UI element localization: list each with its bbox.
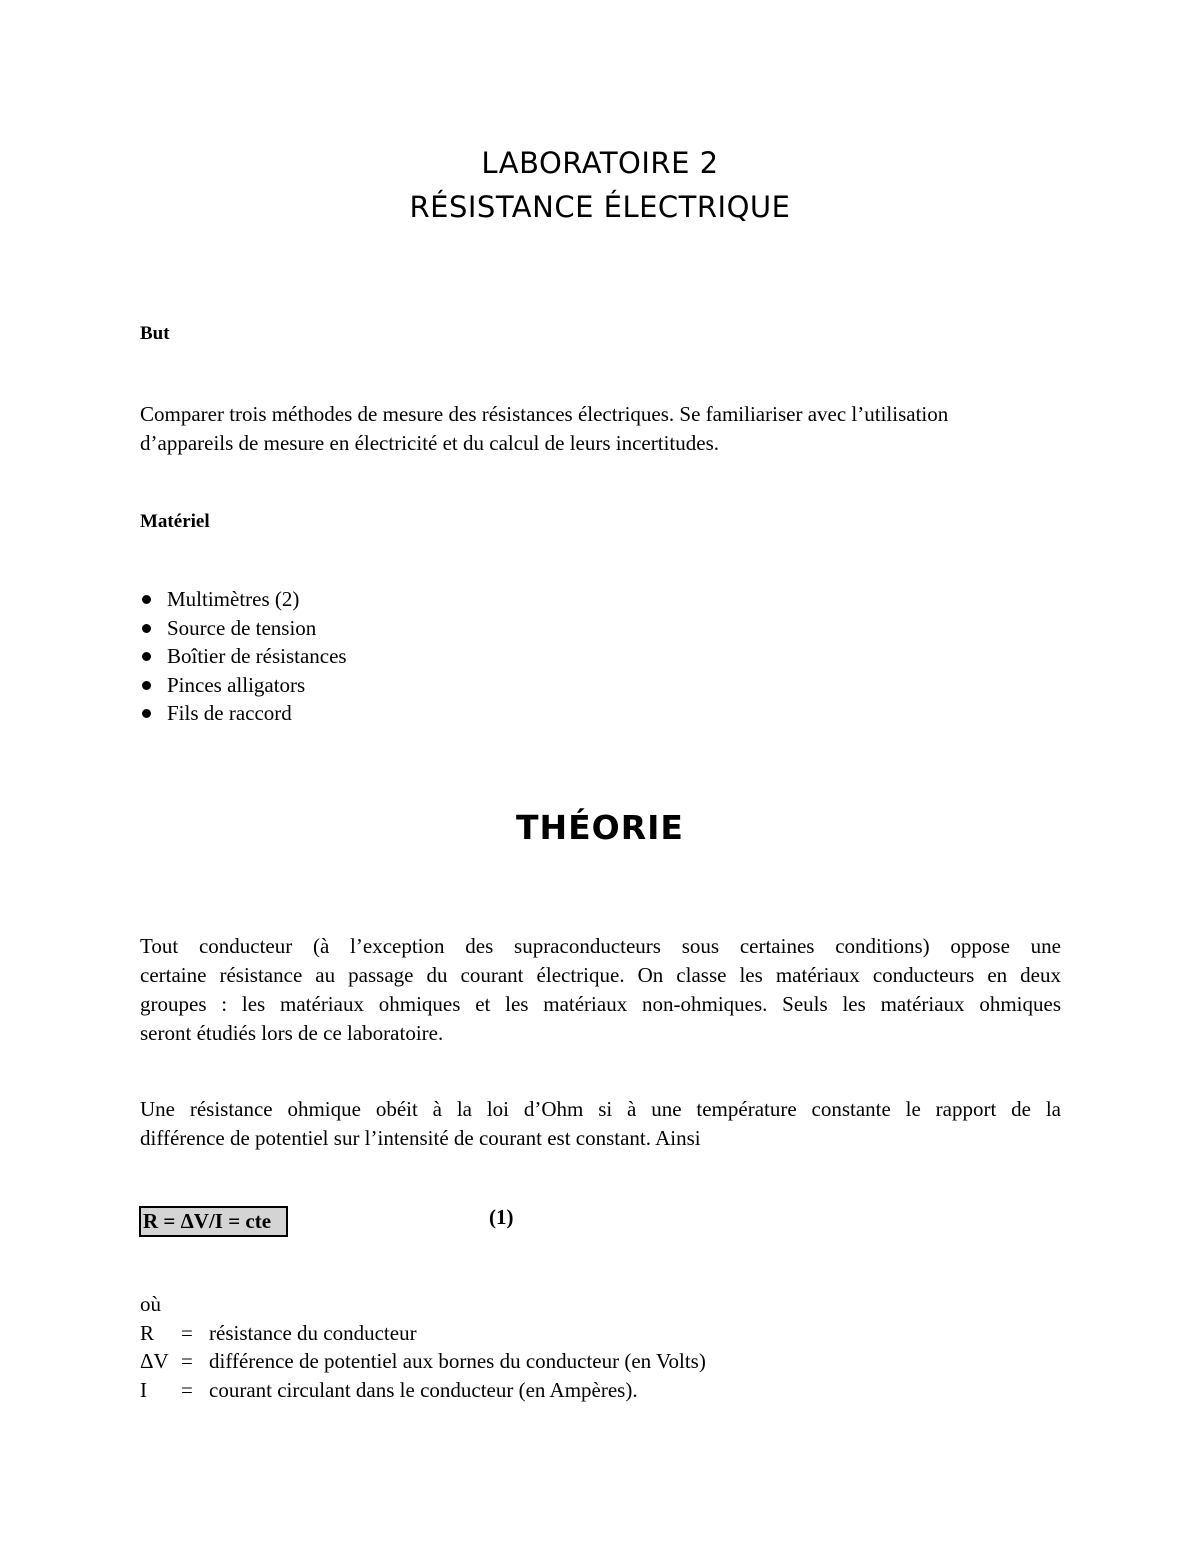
materiel-list: [140, 585, 347, 728]
materiel-heading: Matériel: [140, 511, 210, 532]
legend-symbol: ΔV: [140, 1349, 169, 1373]
document-title-line-2: RÉSISTANCE ÉLECTRIQUE: [409, 190, 791, 224]
equation-number: (1): [489, 1205, 514, 1229]
paragraph-line: différence de potentiel sur l’intensité de courant est constant. Ainsi: [140, 1126, 701, 1150]
paragraph-line: groupes : les matériaux ohmiques et les matériaux non-ohmiques. Seuls les matériaux ohmiques: [140, 992, 1061, 1016]
paragraph-line: seront étudiés lors de ce laboratoire.: [140, 1021, 444, 1045]
theorie-paragraph-2: [140, 1095, 1061, 1153]
bullet-icon: [142, 624, 151, 633]
document-title-line-1: LABORATOIRE 2: [481, 146, 719, 180]
legend-equals: =: [181, 1377, 193, 1402]
theorie-paragraph-1: [140, 932, 1061, 1048]
bullet-icon: [142, 652, 151, 661]
legend-symbol: I: [140, 1377, 147, 1402]
list-item: [140, 642, 347, 671]
list-item: [140, 614, 347, 643]
legend-intro: où: [140, 1292, 161, 1316]
legend-definition: courant circulant dans le conducteur (en Ampères).: [209, 1377, 638, 1402]
paragraph-line: certaine résistance au passage du courant électrique. On classe les matériaux conducteurs en deux: [140, 963, 1061, 987]
list-item: [140, 699, 347, 728]
but-heading: But: [140, 323, 170, 344]
but-paragraph: [140, 400, 1061, 458]
bullet-icon: [142, 709, 151, 718]
list-item: [140, 671, 347, 700]
legend-equals: =: [181, 1349, 193, 1373]
list-item-label: Pinces alligators: [167, 672, 306, 697]
list-item-label: Fils de raccord: [167, 701, 292, 725]
list-item-label: Multimètres (2): [167, 587, 300, 611]
bullet-icon: [142, 681, 151, 690]
paragraph-line: Tout conducteur (à l’exception des supraconducteurs sous certaines conditions) oppose une: [140, 934, 1061, 958]
bullet-icon: [142, 595, 151, 604]
list-item-label: Source de tension: [167, 615, 317, 640]
theorie-heading: THÉORIE: [516, 808, 684, 847]
ohm-law-formula: R = ΔV/I = cte: [139, 1206, 288, 1237]
but-line-1: Comparer trois méthodes de mesure des résistances électriques. Se familiariser avec l’utilisation: [140, 402, 949, 426]
legend-symbol: R: [140, 1320, 155, 1345]
but-line-2: d’appareils de mesure en électricité et du calcul de leurs incertitudes.: [140, 431, 719, 455]
list-item: [140, 585, 347, 614]
legend-definition: résistance du conducteur: [209, 1320, 417, 1345]
list-item-label: Boîtier de résistances: [167, 644, 347, 668]
paragraph-line: Une résistance ohmique obéit à la loi d’Ohm si à une température constante le rapport de la: [140, 1097, 1061, 1121]
legend-equals: =: [181, 1320, 193, 1345]
legend-definition: différence de potentiel aux bornes du conducteur (en Volts): [209, 1349, 706, 1373]
